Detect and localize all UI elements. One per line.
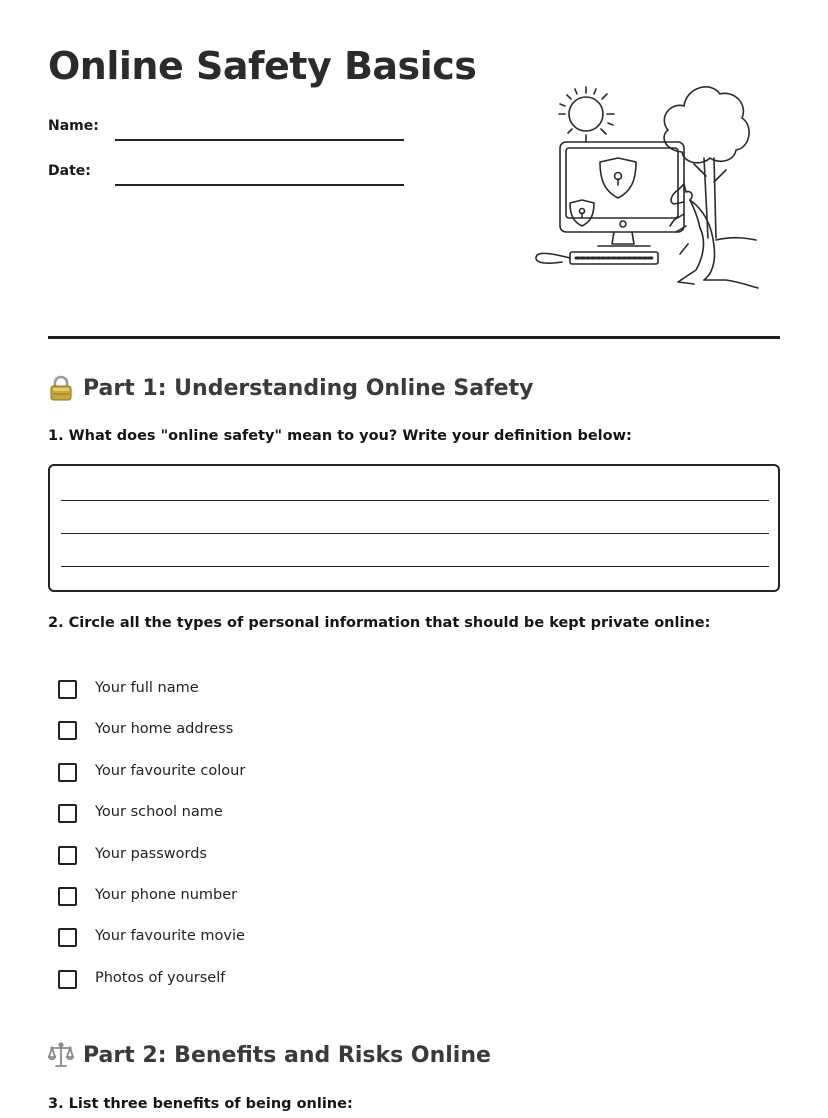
- question-3: 3. List three benefits of being online:: [48, 1096, 353, 1112]
- checklist-item[interactable]: [58, 842, 458, 883]
- date-field[interactable]: [48, 163, 408, 193]
- checklist-item[interactable]: [58, 759, 458, 800]
- worksheet-title: Online Safety Basics: [48, 44, 477, 88]
- checklist-item-label: Your school name: [95, 804, 223, 821]
- keyboard-icon: [570, 252, 658, 264]
- checkbox[interactable]: [58, 970, 77, 989]
- checkbox[interactable]: [58, 804, 77, 823]
- private-info-checklist: [58, 676, 458, 1007]
- tree-icon: [664, 87, 749, 238]
- date-write-line[interactable]: [115, 184, 404, 186]
- question-2: 2. Circle all the types of personal information that should be kept private online:: [48, 615, 711, 631]
- checkbox[interactable]: [58, 680, 77, 699]
- part2-heading-text: Part 2: Benefits and Risks Online: [83, 1042, 491, 1068]
- question-1: 1. What does "online safety" mean to you? Write your definition below:: [48, 428, 632, 444]
- checklist-item-label: Your favourite movie: [95, 928, 245, 945]
- checklist-item-label: Your home address: [95, 721, 234, 738]
- padlock-icon: [48, 374, 74, 402]
- checkbox[interactable]: [58, 887, 77, 906]
- checklist-item[interactable]: [58, 924, 458, 965]
- shield-icon: [570, 158, 636, 226]
- checklist-item-label: Photos of yourself: [95, 969, 226, 986]
- checkbox[interactable]: [58, 846, 77, 865]
- sun-icon: [559, 87, 614, 141]
- part1-heading: [48, 374, 533, 402]
- checkbox[interactable]: [58, 928, 77, 947]
- online-safety-illustration: [528, 78, 764, 292]
- answer-line[interactable]: [61, 566, 769, 567]
- checklist-item[interactable]: [58, 717, 458, 758]
- checklist-item[interactable]: [58, 883, 458, 924]
- part1-heading-text: Part 1: Understanding Online Safety: [83, 375, 534, 401]
- name-write-line[interactable]: [115, 139, 404, 141]
- definition-answer-box[interactable]: [48, 464, 780, 592]
- part2-heading: [48, 1041, 491, 1069]
- checkbox[interactable]: [58, 763, 77, 782]
- answer-line[interactable]: [61, 500, 769, 501]
- name-label: Name:: [48, 118, 99, 134]
- checklist-item[interactable]: [58, 676, 458, 717]
- checklist-item[interactable]: [58, 800, 458, 841]
- checklist-item-label: Your passwords: [95, 845, 207, 862]
- computer-monitor-icon: [560, 142, 684, 246]
- checklist-item[interactable]: [58, 966, 458, 1007]
- checklist-item-label: Your full name: [95, 680, 199, 696]
- checkbox[interactable]: [58, 721, 77, 740]
- date-label: Date:: [48, 163, 91, 179]
- answer-line[interactable]: [61, 533, 769, 534]
- scales-icon: [48, 1041, 74, 1069]
- checklist-item-label: Your favourite colour: [95, 762, 246, 779]
- checklist-item-label: Your phone number: [95, 886, 238, 903]
- section-divider: [48, 336, 780, 339]
- name-field[interactable]: [48, 118, 408, 148]
